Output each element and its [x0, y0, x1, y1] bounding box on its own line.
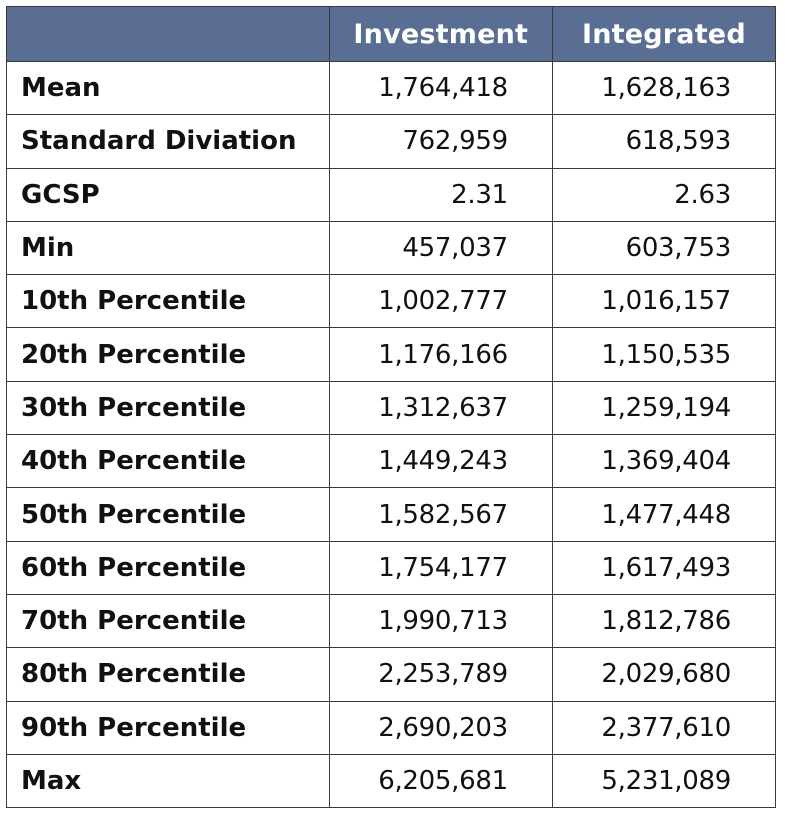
investment-value: 1,582,567: [329, 488, 552, 541]
table-row: [7, 328, 776, 381]
investment-value: 1,764,418: [329, 62, 552, 115]
table-row: [7, 488, 776, 541]
investment-value: 1,449,243: [329, 435, 552, 488]
table-row: [7, 541, 776, 594]
table-row: [7, 62, 776, 115]
row-label: 90th Percentile: [7, 701, 330, 754]
investment-value: 1,176,166: [329, 328, 552, 381]
header-cell-integrated: Integrated: [552, 7, 775, 62]
table-header: [7, 7, 776, 62]
row-label: 40th Percentile: [7, 435, 330, 488]
integrated-value: 1,016,157: [552, 275, 775, 328]
integrated-value: 618,593: [552, 115, 775, 168]
investment-value: 1,312,637: [329, 381, 552, 434]
row-label: 10th Percentile: [7, 275, 330, 328]
row-label: GCSP: [7, 168, 330, 221]
integrated-value: 2,029,680: [552, 648, 775, 701]
table-row: [7, 594, 776, 647]
table-row: [7, 115, 776, 168]
table-row: [7, 701, 776, 754]
table-row: [7, 381, 776, 434]
row-label: 20th Percentile: [7, 328, 330, 381]
investment-value: 2,690,203: [329, 701, 552, 754]
row-label: 80th Percentile: [7, 648, 330, 701]
row-label: Standard Diviation: [7, 115, 330, 168]
investment-value: 6,205,681: [329, 754, 552, 807]
investment-value: 2.31: [329, 168, 552, 221]
integrated-value: 1,369,404: [552, 435, 775, 488]
table-row: [7, 168, 776, 221]
table-row: [7, 275, 776, 328]
row-label: 60th Percentile: [7, 541, 330, 594]
investment-value: 1,990,713: [329, 594, 552, 647]
investment-value: 2,253,789: [329, 648, 552, 701]
row-label: Max: [7, 754, 330, 807]
table-row: [7, 648, 776, 701]
integrated-value: 2,377,610: [552, 701, 775, 754]
header-cell-investment: Investment: [329, 7, 552, 62]
row-label: 30th Percentile: [7, 381, 330, 434]
table-row: [7, 221, 776, 274]
header-cell-empty: [7, 7, 330, 62]
statistics-table: [6, 6, 776, 808]
table-row: [7, 435, 776, 488]
integrated-value: 1,812,786: [552, 594, 775, 647]
investment-value: 1,754,177: [329, 541, 552, 594]
investment-value: 1,002,777: [329, 275, 552, 328]
table-row: [7, 754, 776, 807]
integrated-value: 1,617,493: [552, 541, 775, 594]
row-label: 50th Percentile: [7, 488, 330, 541]
integrated-value: 1,477,448: [552, 488, 775, 541]
row-label: 70th Percentile: [7, 594, 330, 647]
table-body: [7, 62, 776, 808]
integrated-value: 5,231,089: [552, 754, 775, 807]
row-label: Mean: [7, 62, 330, 115]
investment-value: 762,959: [329, 115, 552, 168]
integrated-value: 1,628,163: [552, 62, 775, 115]
header-row: [7, 7, 776, 62]
integrated-value: 1,150,535: [552, 328, 775, 381]
investment-value: 457,037: [329, 221, 552, 274]
integrated-value: 603,753: [552, 221, 775, 274]
integrated-value: 1,259,194: [552, 381, 775, 434]
row-label: Min: [7, 221, 330, 274]
integrated-value: 2.63: [552, 168, 775, 221]
